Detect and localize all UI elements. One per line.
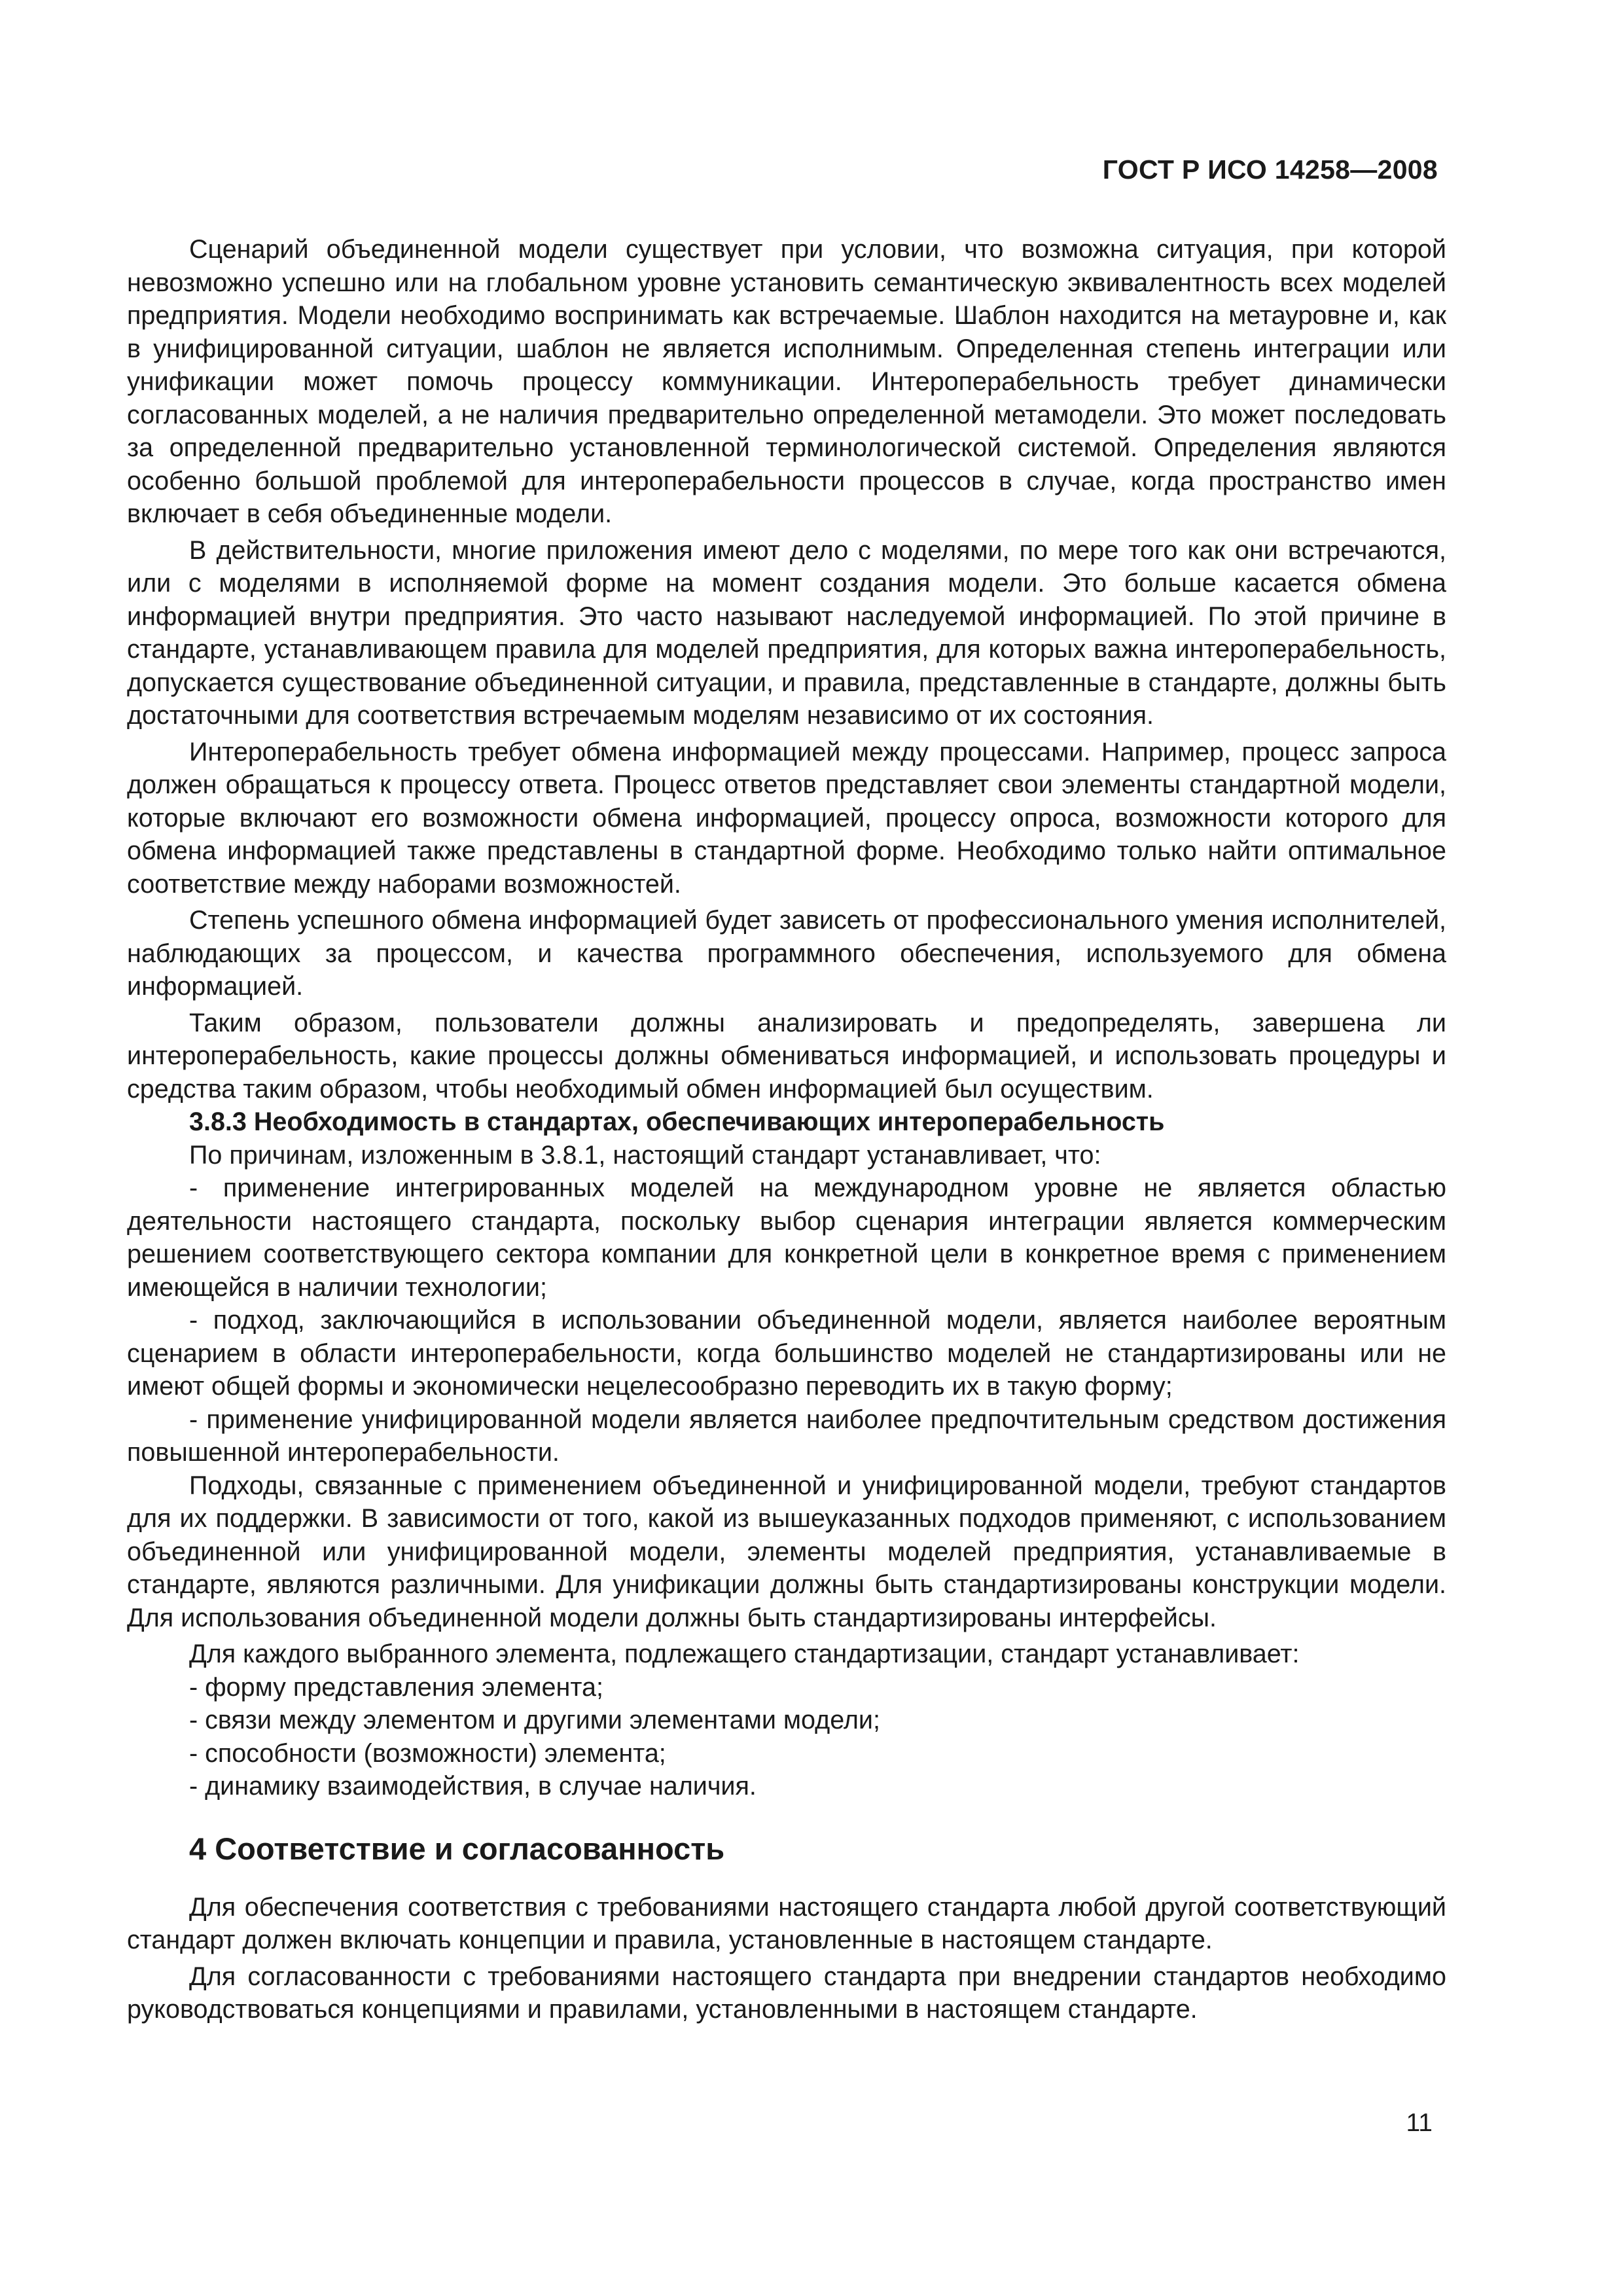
page-number: 11 [1406,2109,1433,2137]
paragraph-exchange-success: Степень успешного обмена информацией будет зависеть от профессионального умения исполнителей, наблюдающих за процессом, и качества программного обеспечения, используемого для обмена информацией. [127,906,1446,1001]
document-code-header: ГОСТ Р ИСО 14258—2008 [1102,154,1438,185]
paragraph-federated-model: Сценарий объединенной модели существует при условии, что возможна ситуация, при которой невозможно успешно или на глобальном уровне установить семантическую эквивалентность всех моделей предприятия. Модели необходимо воспринимать как встречаемые. Шаблон находится на метауровне и, как в унифицированной ситуации, шаблон не является исполнимым. Определенная степень интеграции или унификации может помочь процессу коммуникации. Интероперабельность требует динамически согласованных моделей, а не наличия предварительно определенной метамодели. Это может последовать за определенной предварительно установленной терминологической системой. Определения являются особенно большой проблемой для интероперабельности процессов в случае, когда пространство имен включает в себя объединенные модели. [127,235,1446,528]
section-heading: 4 Соответствие и согласованность [189,1831,725,1866]
paragraph-legacy-information: В действительности, многие приложения имеют дело с моделями, по мере того как они встречаются, или с моделями в исполняемой форме на момент создания модели. Это больше касается обмена информацией внутри предприятия. Это часто называют наследуемой информацией. По этой причине в стандарте, устанавливающем правила для моделей предприятия, для которых важна интероперабельность, допускается существование объединенной ситуации, и правила, представленные в стандарте, должны быть достаточными для соответствия встречаемым моделям независимо от их состояния. [127,535,1446,730]
list-item-integrated-models: - применение интегрированных моделей на международном уровне не является областью деятельности настоящего стандарта, поскольку выбор сценария интеграции является коммерческим решением соответствующего сектора компании для конкретной цели в конкретное время с применением имеющейся в наличии технологии; [127,1174,1446,1302]
paragraph-conformance: Для обеспечения соответствия с требованиями настоящего стандарта любой другой соответствующий стандарт должен включать концепции и правила, установленные в настоящем стандарте. [127,1892,1446,1954]
list-item-dynamics: - динамику взаимодействия, в случае наличия. [189,1772,757,1801]
list-item-federated-approach: - подход, заключающийся в использовании объединенной модели, является наиболее вероятным сценарием в области интероперабельности, когда большинство моделей не стандартизированы или не имеют общей формы и экономически нецелесообразно переводить их в такую форму; [127,1306,1446,1401]
paragraph-users-analysis: Таким образом, пользователи должны анализировать и предопределять, завершена ли интероперабельность, какие процессы должны обмениваться информацией, и использовать процедуры и средства таким образом, чтобы необходимый обмен информацией был осуществим. [127,1008,1446,1103]
list-item-relations: - связи между элементом и другими элементами модели; [189,1706,880,1734]
paragraph-element-standard: Для каждого выбранного элемента, подлежащего стандартизации, стандарт устанавливает: [189,1640,1300,1668]
paragraph-consistency: Для согласованности с требованиями настоящего стандарта при внедрении стандартов необходимо руководствоваться концепциями и правилами, установленными в настоящем стандарте. [127,1962,1446,2024]
paragraph-reasons: По причинам, изложенным в 3.8.1, настоящий стандарт устанавливает, что: [189,1140,1101,1170]
page-body [127,233,1446,2026]
list-item-capabilities: - способности (возможности) элемента; [189,1738,666,1768]
subsection-heading: 3.8.3 Необходимость в стандартах, обеспечивающих интероперабельность [189,1107,1165,1136]
paragraph-approaches: Подходы, связанные с применением объединенной и унифицированной модели, требуют стандартов для их поддержки. В зависимости от того, какой из вышеуказанных подходов применяют, с использованием объединенной или унифицированной модели, элементы моделей предприятия, устанавливаемые в стандарте, являются различными. Для унификации должны быть стандартизированы конструкции модели. Для использования объединенной модели должны быть стандартизированы интерфейсы. [127,1471,1446,1632]
list-item-unified-model: - применение унифицированной модели является наиболее предпочтительным средством достижения повышенной интероперабельности. [127,1405,1446,1467]
list-item-form: - форму представления элемента; [189,1672,603,1702]
paragraph-process-exchange: Интероперабельность требует обмена информацией между процессами. Например, процесс запроса должен обращаться к процессу ответа. Процесс ответов представляет свои элементы стандартной модели, которые включают его возможности обмена информацией, процессу опроса, возможности которого для обмена информацией также представлены в стандартной форме. Необходимо только найти оптимальное соответствие между наборами возможностей. [127,737,1446,899]
